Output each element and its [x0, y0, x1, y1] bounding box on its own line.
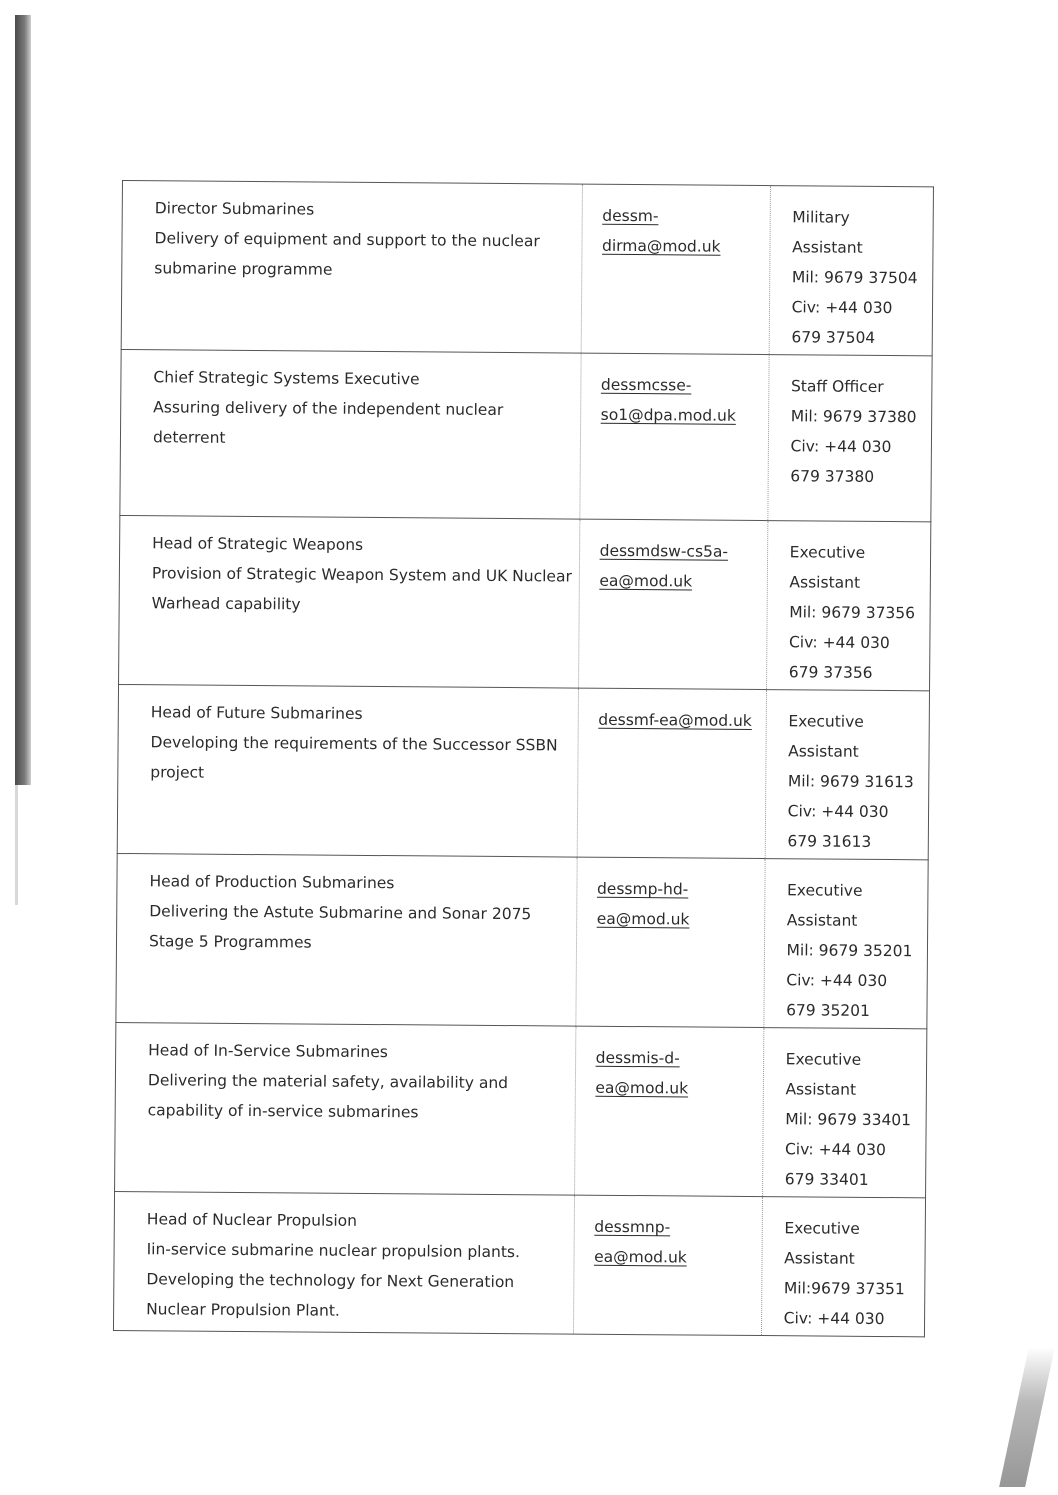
scan-left-edge-faint [15, 785, 18, 905]
email-cell [579, 353, 768, 520]
contact-role: Executive [788, 712, 864, 731]
mil-phone: Mil: 9679 37380 [790, 407, 917, 427]
email-link[interactable]: dessmdsw-cs5a- ea@mod.uk [599, 541, 729, 591]
email-cell [581, 184, 770, 354]
contact-role: Assistant [786, 911, 858, 930]
role-title: Chief Strategic Systems Executive [153, 368, 420, 389]
role-title: Director Submarines [154, 199, 315, 219]
role-cell [119, 515, 580, 688]
civ-phone: 679 37380 [790, 467, 875, 486]
role-cell [113, 1191, 574, 1334]
civ-phone: 679 37356 [788, 663, 873, 682]
civ-phone: Civ: +44 030 [783, 1309, 885, 1329]
role-cell [121, 181, 582, 354]
role-title: Head of Strategic Weapons [152, 534, 364, 554]
role-description: Delivering the Astute Submarine and Sonar 2075 Stage 5 Programmes [148, 902, 532, 952]
role-description: Delivery of equipment and support to the nuclear submarine programme [154, 229, 540, 279]
civ-phone: 679 37504 [791, 328, 876, 347]
role-description: Delivering the material safety, availability and capability of in-service submarines [147, 1071, 509, 1122]
contact-role: Assistant [789, 573, 861, 592]
table-row [117, 684, 929, 859]
civ-phone: 679 35201 [786, 1001, 871, 1020]
contact-role: Staff Officer [790, 377, 884, 396]
table-row [121, 181, 933, 356]
civ-phone: Civ: +44 030 [790, 437, 892, 457]
contact-cell [765, 690, 930, 860]
contacts-table [113, 180, 934, 1337]
role-cell [116, 853, 577, 1026]
role-title: Head of Production Submarines [149, 872, 395, 893]
email-link[interactable]: dessmcsse- so1@dpa.mod.uk [600, 375, 736, 425]
role-cell [115, 1022, 576, 1195]
role-title: Head of Future Submarines [150, 703, 363, 723]
contact-role: Assistant [788, 742, 859, 761]
role-cell [117, 684, 578, 857]
contact-cell [761, 1197, 925, 1337]
scan-corner-mark [999, 1347, 1055, 1487]
role-description: Assuring delivery of the independent nuclear deterrent [152, 398, 504, 447]
email-cell [573, 1195, 762, 1335]
scan-left-edge [15, 15, 31, 785]
civ-phone: Civ: +44 030 [787, 802, 889, 822]
contact-role: Executive [785, 1050, 862, 1069]
email-cell [578, 519, 767, 689]
contact-cell [769, 186, 934, 356]
table-row [115, 1022, 927, 1197]
email-cell [575, 857, 764, 1027]
table-row [120, 349, 932, 521]
civ-phone: Civ: +44 030 [788, 633, 890, 653]
civ-phone: 679 31613 [787, 832, 872, 851]
contact-role: Executive [784, 1219, 860, 1238]
contact-role: Assistant [784, 1249, 855, 1268]
email-cell [574, 1026, 763, 1196]
email-link[interactable]: dessmis-d- ea@mod.uk [595, 1048, 689, 1098]
contact-cell [766, 521, 931, 691]
email-link[interactable]: dessmnp- ea@mod.uk [594, 1217, 687, 1267]
mil-phone: Mil: 9679 33401 [785, 1110, 912, 1130]
civ-phone: Civ: +44 030 [786, 971, 888, 991]
mil-phone: Mil: 9679 31613 [787, 772, 914, 792]
role-title: Head of In-Service Submarines [148, 1041, 388, 1062]
role-description: Provision of Strategic Weapon System and UK Nuclear Warhead capability [151, 564, 572, 614]
table-row [119, 515, 931, 690]
contact-cell [762, 1028, 927, 1198]
role-description: Developing the requirements of the Successor SSBN project [150, 733, 558, 782]
contact-role: Executive [786, 881, 863, 900]
mil-phone: Mil: 9679 37504 [791, 268, 918, 288]
contact-role: Executive [789, 543, 866, 562]
contact-cell [763, 859, 928, 1029]
contact-role: Assistant [785, 1080, 857, 1099]
mil-phone: Mil: 9679 37356 [789, 603, 916, 623]
mil-phone: Mil:9679 37351 [783, 1279, 905, 1299]
email-cell [577, 688, 766, 858]
contact-role: Assistant [792, 238, 863, 257]
civ-phone: Civ: +44 030 [784, 1140, 886, 1160]
table-row [113, 1191, 925, 1336]
table-row [116, 853, 928, 1028]
email-link[interactable]: dessm- dirma@mod.uk [601, 206, 721, 256]
civ-phone: Civ: +44 030 [791, 298, 893, 318]
role-description: Iin-service submarine nuclear propulsion plants. Developing the technology for Next Generation Nuclear Propulsion Plant. [146, 1240, 521, 1320]
mil-phone: Mil: 9679 35201 [786, 941, 913, 961]
email-link[interactable]: dessmp-hd- ea@mod.uk [596, 879, 690, 929]
contact-role: Military [792, 208, 850, 227]
email-link[interactable]: dessmf-ea@mod.uk [598, 710, 752, 730]
role-title: Head of Nuclear Propulsion [146, 1210, 358, 1230]
contact-cell [767, 355, 932, 522]
role-cell [120, 349, 581, 519]
civ-phone: 679 33401 [784, 1170, 869, 1189]
